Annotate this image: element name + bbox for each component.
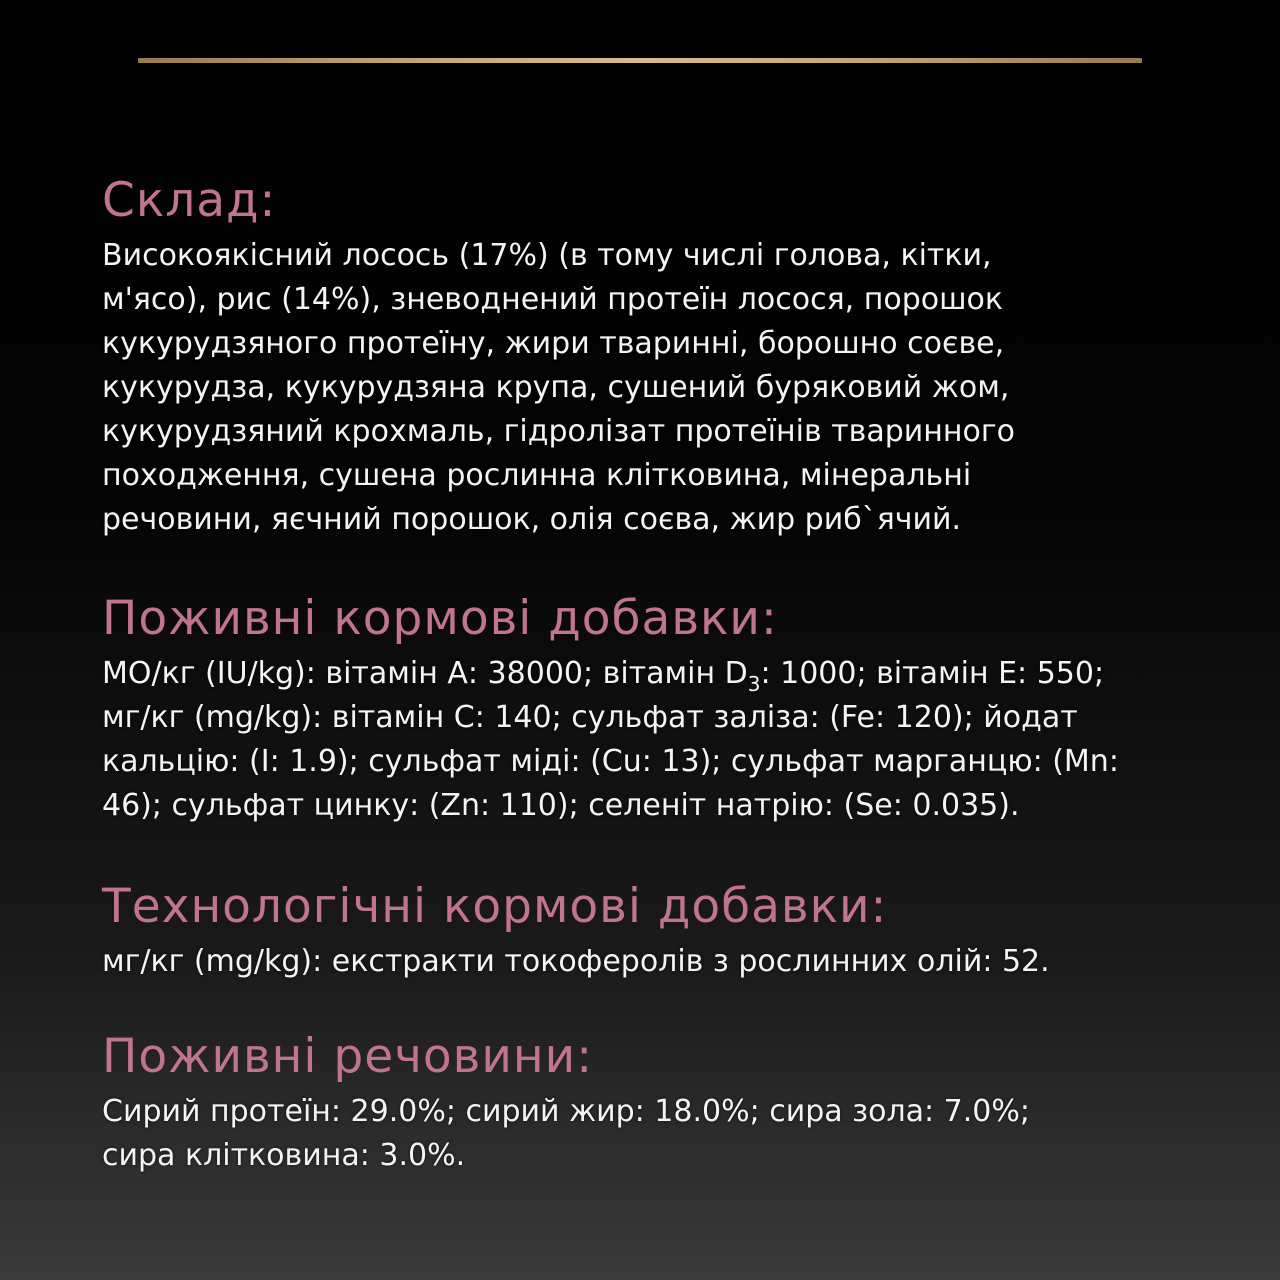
technological-additives-section [102,874,1192,984]
composition-heading: Склад: [102,173,277,228]
text-fragment: МО/кг (IU/kg): вітамін А: 38000; вітамін D [102,656,748,691]
text-line: кальцію: (I: 1.9); сульфат міді: (Cu: 13); сульфат марганцю: (Mn: [102,744,1119,779]
text-line: кукурудзяний крохмаль, гідролізат протеїнів тваринного [102,414,1015,449]
text-line [102,652,1192,696]
composition-section [102,168,1192,542]
text-line: речовини, яєчний порошок, олія соєва, жир риб`ячий. [102,502,962,537]
text-line: кукурудзяного протеїну, жири тваринні, борошно соєве, [102,326,1005,361]
text-line: кукурудза, кукурудзяна крупа, сушений буряковий жом, [102,370,1010,405]
subscript: 3 [747,672,761,696]
text-line: мг/кг (mg/kg): екстракти токоферолів з рослинних олій: 52. [102,944,1050,979]
technological-additives-heading: Технологічні кормові добавки: [102,879,888,934]
nutritional-additives-text [102,652,1192,828]
text-line: походження, сушена рослинна клітковина, мінеральні [102,458,972,493]
text-line: сира клітковина: 3.0%. [102,1138,466,1173]
nutrients-text [102,1090,1192,1178]
nutrients-heading: Поживні речовини: [102,1029,594,1084]
text-line: мг/кг (mg/kg): вітамін С: 140; сульфат заліза: (Fe: 120); йодат [102,700,1078,735]
nutritional-additives-heading: Поживні кормові добавки: [102,591,778,646]
text-line: м'ясо), рис (14%), зневоднений протеїн лосося, порошок [102,282,1004,317]
gold-divider [138,58,1142,63]
ingredients-panel [102,168,1192,1222]
composition-text [102,234,1192,542]
text-line: 46); сульфат цинку: (Zn: 110); селеніт натрію: (Se: 0.035). [102,788,1020,823]
text-line: Високоякісний лосось (17%) (в тому числі голова, кітки, [102,238,992,273]
nutrients-section [102,1024,1192,1178]
text-fragment: : 1000; вітамін Е: 550; [760,656,1105,691]
text-line: Сирий протеїн: 29.0%; сирий жир: 18.0%; сира зола: 7.0%; [102,1094,1031,1129]
technological-additives-text [102,940,1192,984]
nutritional-additives-section [102,586,1192,828]
